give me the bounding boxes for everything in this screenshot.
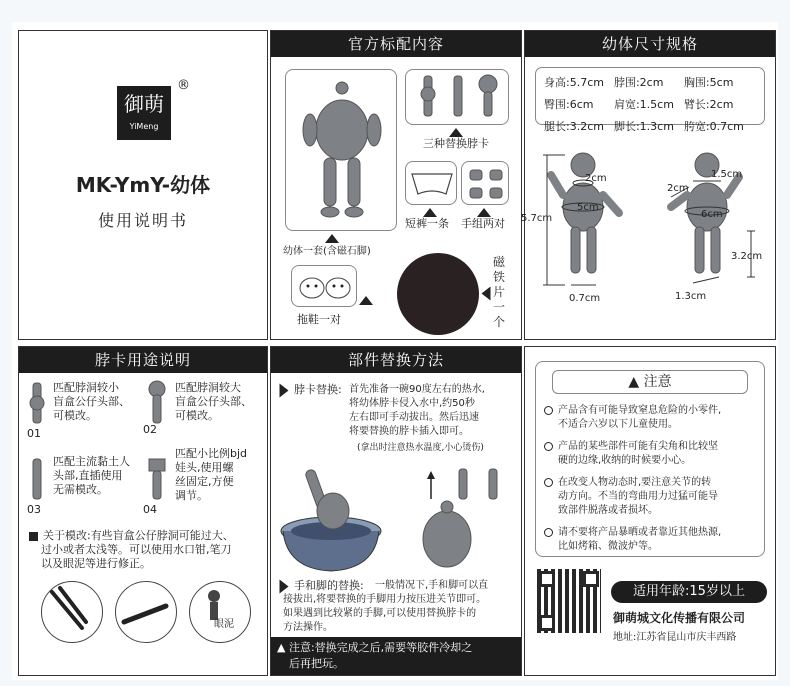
neck-usage-panel xyxy=(18,346,268,676)
official-contents-title: 官方标配内容 xyxy=(271,31,521,57)
size-row: 臀围:6cm 肩宽:1.5cm 臂长:2cm xyxy=(544,98,734,111)
body-label: 幼体一套(含磁石脚) xyxy=(283,246,371,257)
registered-mark: ® xyxy=(177,78,190,93)
size-spec-title: 幼体尺寸规格 xyxy=(525,31,775,57)
hands-label: 手组两对 xyxy=(461,217,505,230)
notice-title-box: ▲ 注意 xyxy=(552,370,748,394)
back-arm-label: 2cm xyxy=(667,183,689,194)
neck-replace-line-1: 首先准备一碗90度左右的热水, xyxy=(349,384,485,395)
knife-tool-circle xyxy=(115,581,177,643)
neck-01-text-3: 可模改。 xyxy=(53,409,97,422)
part-replace-panel xyxy=(270,346,522,676)
warning-icon: ▲ xyxy=(277,641,286,654)
body-figure xyxy=(285,69,397,231)
body-illustration xyxy=(286,70,398,232)
hot-water-illustration xyxy=(271,459,521,579)
qr-corner xyxy=(539,571,555,587)
slippers-figure xyxy=(291,265,357,307)
neck-03-text-1: 匹配主流黏土人 xyxy=(53,455,130,468)
notice-item-1: 产品含有可能导致窒息危险的小零件, xyxy=(544,404,721,418)
company-name: 御萌城文化传播有限公司 xyxy=(613,611,746,625)
neck-02-text-3: 可模改。 xyxy=(175,409,219,422)
neck-02-icon xyxy=(149,381,165,423)
neck-03-icon xyxy=(33,459,41,499)
neck-04-text-1: 匹配小比例bjd xyxy=(175,447,248,460)
magnet-arrow xyxy=(479,284,493,301)
neck-02-text-2: 盲盒公仔头部、 xyxy=(175,395,252,408)
size-row: 身高:5.7cm 脖围:2cm 胸围:5cm xyxy=(544,76,734,89)
modify-note-2: 过小或者太浅等。可以使用水口钳,笔刀 xyxy=(41,543,232,556)
neck-replace-caution: (拿出时注意热水温度,小心烫伤) xyxy=(357,443,484,453)
neck-04-text-4: 调节。 xyxy=(175,489,208,502)
body-arrow xyxy=(325,231,342,245)
putty-label: 眼泥 xyxy=(214,619,234,630)
qr-code xyxy=(537,569,601,633)
shorts-label: 短裤一条 xyxy=(405,217,449,230)
neck-02-number: 02 xyxy=(143,423,157,436)
neck-01-text-2: 盲盒公仔头部、 xyxy=(53,395,130,408)
brand-panel xyxy=(18,30,268,340)
putty-icon xyxy=(190,582,250,642)
neck-04-number: 04 xyxy=(143,503,157,516)
neck-01-number: 01 xyxy=(27,427,41,440)
manual-subtitle: 使用说明书 xyxy=(97,211,188,230)
size-row: 腿长:3.2cm 脚长:1.3cm 胯宽:0.7cm xyxy=(544,120,744,133)
slippers-label: 拖鞋一对 xyxy=(297,313,341,326)
hand-replace-line-4: 方法操作。 xyxy=(283,622,333,633)
notice-item-2: 产品的某些部件可能有尖角和比较坚 xyxy=(544,440,718,454)
nipper-tool-circle xyxy=(41,581,103,643)
back-leg-label: 3.2cm xyxy=(731,251,763,262)
back-shoulder-label: 1.5cm xyxy=(711,169,743,180)
hands-figure xyxy=(461,161,509,205)
hand-replace-title: 手和脚的替换: xyxy=(277,579,364,593)
slippers-illustration xyxy=(292,266,358,308)
neck-03-text-3: 无需模改。 xyxy=(53,483,108,496)
hand-replace-line-2: 接拔出,将要替换的手脚用力按压进关节即可。 xyxy=(283,594,487,605)
notice-item-3: 在改变人物动态时,要注意关节的转 xyxy=(544,476,711,490)
shorts-figure xyxy=(405,161,457,205)
modify-note-1: 关于模改:有些盲盒公仔脖洞可能过大、 xyxy=(29,529,234,543)
magnet-label: 磁铁片一个 xyxy=(493,255,506,329)
neck-replace-line-3: 左右即可手动拔出。然后迅速 xyxy=(349,412,479,423)
neck-02-text-1: 匹配脖洞较大 xyxy=(175,381,241,394)
hand-replace-line-1: 一般情况下,手和脚可以直 xyxy=(375,580,489,591)
bullet-circle-icon xyxy=(544,406,553,415)
instruction-sheet xyxy=(12,22,778,680)
neck-04-icon xyxy=(149,459,165,499)
bullet-circle-icon xyxy=(544,442,553,451)
bullet-square-icon xyxy=(29,532,38,541)
qr-corner xyxy=(583,571,599,587)
cooling-notice: ▲ 注意:替换完成之后,需要等胶件冷却之 后再把玩。 xyxy=(271,637,521,675)
size-spec-panel xyxy=(521,30,776,340)
official-contents-panel xyxy=(270,30,522,340)
neck-replace-line-4: 将要替换的脖卡插入即可。 xyxy=(349,426,469,437)
necks-illustration xyxy=(406,70,510,126)
neck-04-text-3: 丝固定,方便 xyxy=(175,475,234,488)
front-neck-label: 2cm xyxy=(585,173,607,184)
back-foot-label: 1.3cm xyxy=(675,291,707,302)
neck-01-icon xyxy=(30,383,44,423)
necks-figure xyxy=(405,69,509,125)
slippers-arrow xyxy=(359,293,376,307)
notice-panel xyxy=(524,346,776,676)
magnet-disc xyxy=(397,253,479,335)
bullet-circle-icon xyxy=(544,528,553,537)
necks-label: 三种替换脖卡 xyxy=(423,137,489,150)
notice-box: ▲ 注意 产品含有可能导致窒息危险的小零件, 不适合六岁以下儿童使用。 产品的某些部件可能有尖角和比较坚 硬的边缘,收纳的时候要小心。 在改变人物动态时,要注意关节的转 动方向。不当的弯曲用力过猛可能导 致部件脱落或者损坏。 请不要将产品暴晒或者靠近其他热源, 比如烤箱、微波炉等。 xyxy=(535,361,765,557)
size-table xyxy=(538,70,750,138)
part-replace-title: 部件替换方法 xyxy=(271,347,521,373)
warning-triangle-icon: ▲ xyxy=(628,374,640,390)
front-chest-label: 5cm xyxy=(577,202,599,213)
notice-item-4: 请不要将产品暴晒或者靠近其他热源, xyxy=(544,526,721,540)
neck-replace-title: 脖卡替换: xyxy=(277,383,342,397)
neck-04-text-2: 娃头,使用螺 xyxy=(175,461,234,474)
neck-03-number: 03 xyxy=(27,503,41,516)
back-hip-label: 6cm xyxy=(701,209,723,220)
size-table-box xyxy=(535,67,765,133)
hands-illustration xyxy=(462,162,510,206)
neck-03-text-2: 头部,直插使用 xyxy=(53,469,123,482)
product-code: MK-YmY-幼体 xyxy=(75,173,211,197)
front-height-label: 5.7cm xyxy=(521,213,553,224)
shorts-illustration xyxy=(406,162,458,206)
putty-tool-circle xyxy=(189,581,251,643)
brand-logo: 御萌 YiMeng xyxy=(117,86,171,140)
neck-usage-title: 脖卡用途说明 xyxy=(19,347,267,373)
company-address: 地址:江苏省昆山市庆丰西路 xyxy=(613,632,737,643)
bullet-circle-icon xyxy=(544,478,553,487)
age-badge: 适用年龄:15岁以上 xyxy=(611,581,767,603)
modify-note-3: 以及眼泥等进行修正。 xyxy=(41,557,151,570)
neck-01-text-1: 匹配脖洞较小 xyxy=(53,381,119,394)
hand-replace-line-3: 如果遇到比较紧的手脚,可以使用替换脖卡的 xyxy=(283,608,477,619)
knife-icon xyxy=(116,582,176,642)
nipper-icon xyxy=(42,582,102,642)
size-diagram xyxy=(521,135,775,335)
front-figure xyxy=(551,153,619,273)
neck-replace-line-2: 将幼体脖卡侵入水中,约50秒 xyxy=(349,398,475,409)
qr-corner xyxy=(539,615,555,631)
front-hip-label: 0.7cm xyxy=(569,293,601,304)
